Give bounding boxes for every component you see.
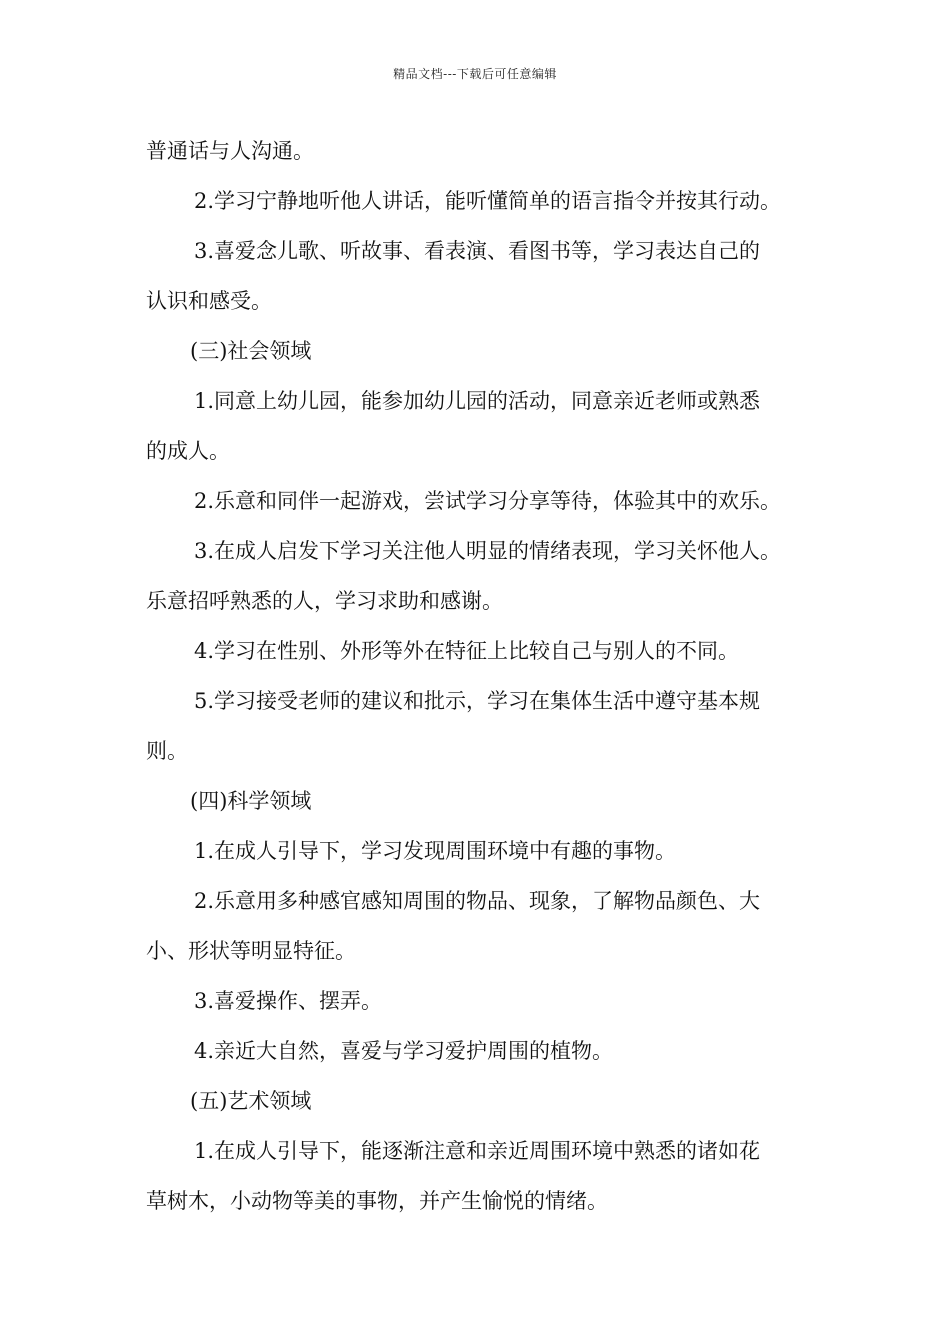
section-heading: (五)艺术领域	[190, 1089, 312, 1113]
body-line: 草树木，小动物等美的事物，并产生愉悦的情绪。	[146, 1189, 608, 1213]
body-line: 1.同意上幼儿园，能参加幼儿园的活动，同意亲近老师或熟悉	[194, 389, 761, 413]
body-line: 4.学习在性别、外形等外在特征上比较自己与别人的不同。	[194, 639, 740, 663]
body-line: 则。	[146, 739, 188, 763]
section-heading: (三)社会领域	[190, 339, 312, 363]
body-line: 2.乐意用多种感官感知周围的物品、现象，了解物品颜色、大	[194, 889, 761, 913]
body-line: 1.在成人引导下，学习发现周围环境中有趣的事物。	[194, 839, 677, 863]
body-line: 2.学习宁静地听他人讲话，能听懂简单的语言指令并按其行动。	[194, 189, 782, 213]
body-line: 小、形状等明显特征。	[146, 939, 356, 963]
body-line: 2.乐意和同伴一起游戏，尝试学习分享等待，体验其中的欢乐。	[194, 489, 782, 513]
body-line: 的成人。	[146, 439, 230, 463]
body-line: 3.喜爱操作、摆弄。	[194, 989, 383, 1013]
section-heading: (四)科学领域	[190, 789, 312, 813]
body-line: 5.学习接受老师的建议和批示，学习在集体生活中遵守基本规	[194, 689, 761, 713]
body-line: 认识和感受。	[146, 289, 272, 313]
body-line: 4.亲近大自然，喜爱与学习爱护周围的植物。	[194, 1039, 614, 1063]
body-line: 1.在成人引导下，能逐渐注意和亲近周围环境中熟悉的诸如花	[194, 1139, 761, 1163]
body-line: 3.在成人启发下学习关注他人明显的情绪表现，学习关怀他人。	[194, 539, 782, 563]
body-line: 3.喜爱念儿歌、听故事、看表演、看图书等，学习表达自己的	[194, 239, 761, 263]
body-line: 乐意招呼熟悉的人，学习求助和感谢。	[146, 589, 503, 613]
body-line: 普通话与人沟通。	[146, 139, 314, 163]
page-header: 精品文档---下载后可任意编辑	[393, 67, 557, 81]
document-body	[146, 126, 811, 1226]
